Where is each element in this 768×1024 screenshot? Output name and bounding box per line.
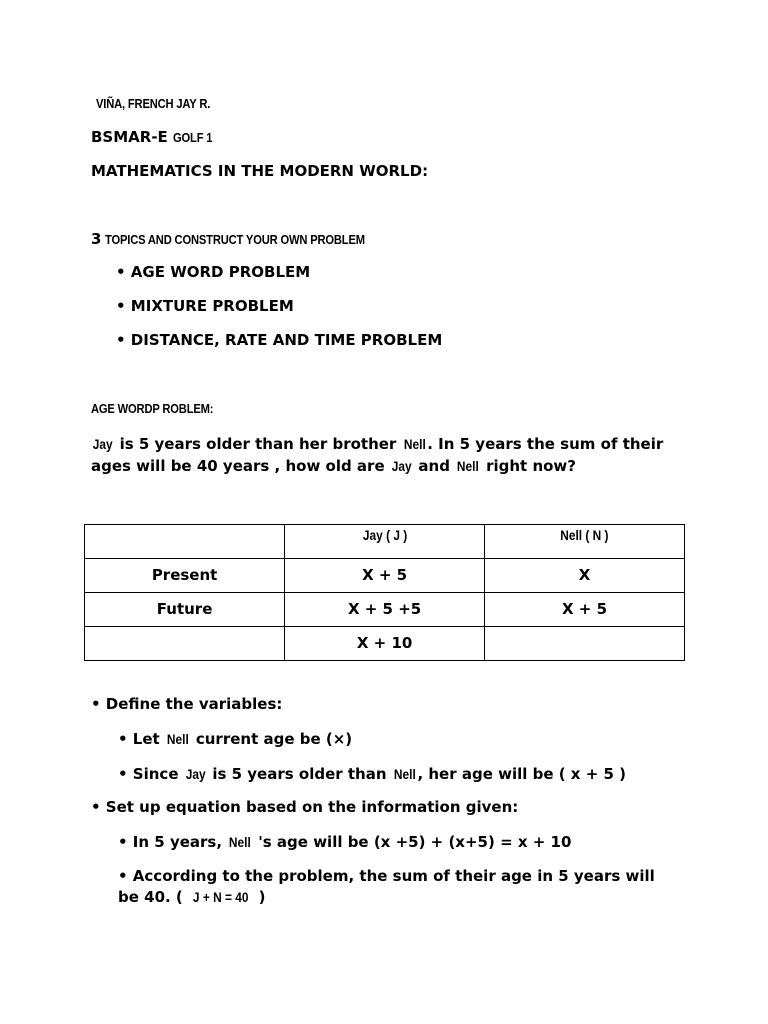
course-prefix: BSMAR-E (91, 128, 168, 146)
problem-statement: Jay is 5 years older than her brother Nell . In 5 years the sum of their ages will be 40 years , how old are Jay and Nell right now? (91, 435, 664, 475)
table-cell: X (485, 559, 685, 593)
table-cell: X + 5 +5 (285, 593, 485, 627)
age-section-heading: AGE WORDP ROBLEM: (91, 401, 214, 416)
student-name: VIÑA, FRENCH JAY R. (96, 96, 211, 111)
subject-title: MATHEMATICS IN THE MODERN WORLD: (91, 162, 429, 180)
table-cell: Jay ( J ) (285, 525, 485, 559)
according-statement: • According to the problem, the sum of their age in 5 years will be 40. ( J + N = 40 ) (118, 867, 655, 906)
table-row (85, 559, 685, 593)
table-cell: Present (85, 559, 285, 593)
topics-count: 3 (91, 230, 102, 248)
table-cell (85, 525, 285, 559)
in-five-years-statement: • In 5 years, Nell 's age will be (x +5) + (x+5) = x + 10 (118, 833, 572, 851)
course-section (91, 128, 219, 146)
list-item: • DISTANCE, RATE AND TIME PROBLEM (116, 331, 443, 349)
list-item: • AGE WORD PROBLEM (116, 263, 311, 281)
let-statement: • Let Nell current age be (×) (118, 730, 353, 748)
table-cell: Nell ( N ) (485, 525, 685, 559)
table-cell: X + 10 (285, 627, 485, 661)
table-row (85, 627, 685, 661)
table-cell: Future (85, 593, 285, 627)
topics-list (116, 263, 442, 365)
since-statement: • Since Jay is 5 years older than Nell , her age will be ( x + 5 ) (118, 765, 627, 783)
age-table (84, 524, 685, 661)
table-header-row (85, 525, 685, 559)
table-cell (85, 627, 285, 661)
course-section-label: GOLF 1 (173, 130, 213, 145)
topics-heading (91, 230, 408, 248)
define-variables: • Define the variables: (91, 695, 283, 713)
table-cell: X + 5 (485, 593, 685, 627)
table-cell: X + 5 (285, 559, 485, 593)
table-cell (485, 627, 685, 661)
table-row (85, 593, 685, 627)
list-item: • MIXTURE PROBLEM (116, 297, 294, 315)
topics-heading-text: TOPICS AND CONSTRUCT YOUR OWN PROBLEM (105, 232, 366, 247)
setup-equation: • Set up equation based on the information given: (91, 798, 519, 816)
